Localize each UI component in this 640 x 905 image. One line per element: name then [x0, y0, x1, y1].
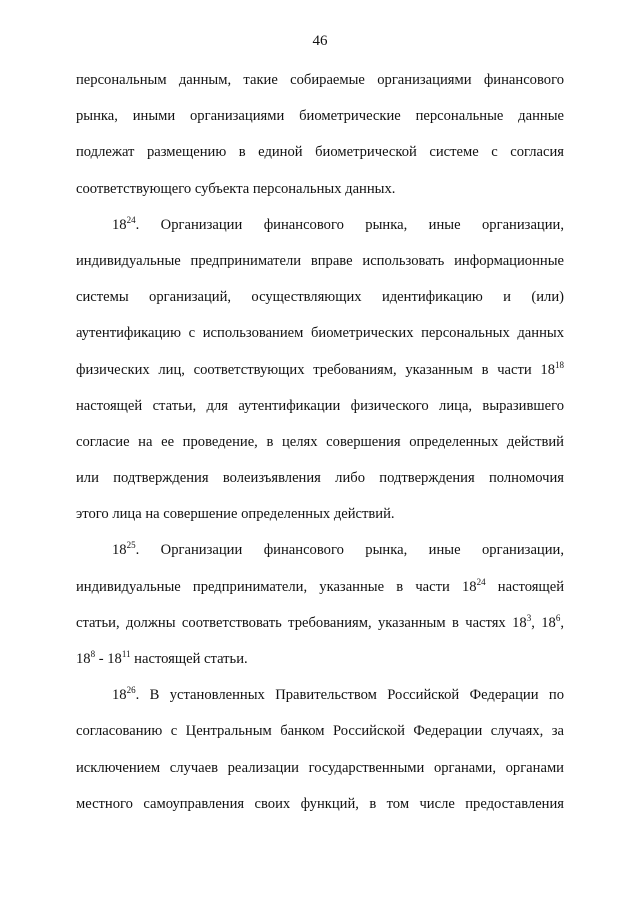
text-segment: 18	[112, 687, 127, 704]
text-line: персональным данным, такие собираемые организациями финансового	[76, 72, 564, 88]
text-line: или подтверждения волеизъявления либо подтверждения полномочия	[76, 470, 564, 487]
text-line: местного самоуправления своих функций, в том числе предоставления	[76, 795, 564, 812]
text-line: согласие на ее проведение, в целях совершения определенных действий	[76, 433, 564, 450]
text-line	[76, 605, 564, 641]
text-line	[76, 641, 564, 677]
superscript: 6	[555, 612, 561, 623]
text-line	[76, 207, 564, 243]
text-segment: . В установленных Правительством Российской Федерации по	[135, 687, 564, 704]
text-segment: настоящей	[485, 578, 565, 595]
text-segment: . Организации финансового рынка, иные организации,	[135, 216, 564, 233]
text-segment: индивидуальные предприниматели, указанные в части 18	[76, 578, 477, 595]
text-line: индивидуальные предприниматели вправе использовать информационные	[76, 252, 564, 269]
superscript: 18	[555, 359, 564, 370]
text-line: согласованию с Центральным банком Российской Федерации случаях, за	[76, 723, 564, 740]
text-segment: , 18	[531, 614, 556, 631]
superscript: 24	[126, 214, 136, 225]
paragraph	[76, 532, 564, 677]
text-segment: статьи, должны соответствовать требованиям, указанным в частях 18	[76, 614, 527, 631]
superscript: 26	[126, 685, 136, 696]
text-line: исключением случаев реализации государственными органами, органами	[76, 759, 564, 776]
superscript: 3	[526, 612, 532, 623]
text-line	[76, 569, 564, 605]
text-line	[76, 352, 564, 388]
superscript: 25	[126, 540, 136, 551]
superscript: 24	[476, 576, 486, 587]
page-number: 46	[312, 33, 328, 49]
text-segment: 18	[112, 216, 127, 233]
text-segment: настоящей статьи.	[130, 651, 248, 667]
text-line: этого лица на совершение определенных действий.	[76, 506, 395, 523]
text-line: настоящей статьи, для аутентификации физического лица, выразившего	[76, 397, 564, 414]
text-segment: ,	[560, 614, 564, 631]
text-line: подлежат размещению в единой биометрической системе с согласия	[76, 144, 564, 161]
text-line: системы организаций, осуществляющих идентификацию и (или)	[76, 289, 564, 306]
text-segment: 18	[112, 542, 127, 559]
text-line: аутентификацию с использованием биометрических персональных данных	[76, 325, 564, 342]
text-line: рынка, иными организациями биометрические персональные данные	[76, 108, 564, 125]
text-segment: 18	[76, 651, 91, 667]
text-line	[76, 677, 564, 713]
paragraph	[76, 677, 564, 822]
document-body	[76, 62, 564, 822]
text-segment: физических лиц, соответствующих требованиям, указанным в части 18	[76, 361, 555, 378]
superscript: 8	[90, 649, 96, 659]
paragraph	[76, 207, 564, 533]
text-segment: . Организации финансового рынка, иные организации,	[135, 542, 564, 559]
text-segment: - 18	[95, 651, 122, 667]
paragraph	[76, 62, 564, 207]
superscript: 11	[121, 649, 131, 659]
text-line	[76, 532, 564, 568]
text-line: соответствующего субъекта персональных данных.	[76, 180, 396, 197]
